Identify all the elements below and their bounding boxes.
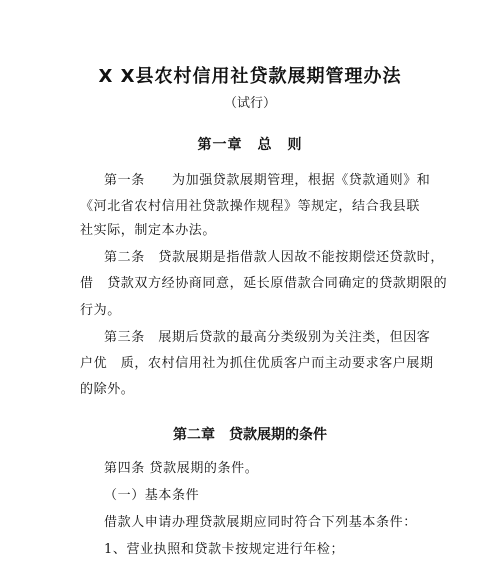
article-2-line-3: 行为。 bbox=[80, 303, 121, 318]
article-3-line-1: 第三条 展期后贷款的最高分类级别为关注类，但因客 bbox=[104, 330, 431, 345]
article-3-line-2: 户优 质，农村信用社为抓住优质客户而主动要求客户展期 bbox=[80, 356, 434, 371]
chapter-2-heading: 第二章 贷款展期的条件 bbox=[173, 427, 327, 443]
basic-conditions-heading: （一）基本条件 bbox=[104, 488, 200, 503]
article-3-line-3: 的除外。 bbox=[80, 382, 135, 397]
condition-item-1: 1、营业执照和贷款卡按规定进行年检； bbox=[104, 542, 345, 557]
article-2-line-1: 第二条 贷款展期是指借款人因故不能按期偿还贷款时， bbox=[104, 250, 445, 265]
article-2-line-2: 借 贷款双方经协商同意，延长原借款合同确定的贷款期限的 bbox=[80, 276, 448, 291]
article-4-line-1: 第四条 贷款展期的条件。 bbox=[104, 461, 259, 476]
article-1-line-1: 第一条 为加强贷款展期管理，根据《贷款通则》和 bbox=[104, 173, 431, 188]
article-1-line-3: 社实际，制定本办法。 bbox=[80, 223, 217, 238]
document-subtitle: （试行） bbox=[223, 96, 276, 111]
article-1-line-2: 《河北省农村信用社贷款操作规程》等规定，结合我县联 bbox=[80, 199, 421, 214]
chapter-1-heading: 第一章 总 则 bbox=[197, 137, 303, 153]
document-title: X X县农村信用社贷款展期管理办法 bbox=[98, 66, 402, 87]
article-4-line-3: 借款人申请办理贷款展期应同时符合下列基本条件： bbox=[104, 515, 417, 530]
